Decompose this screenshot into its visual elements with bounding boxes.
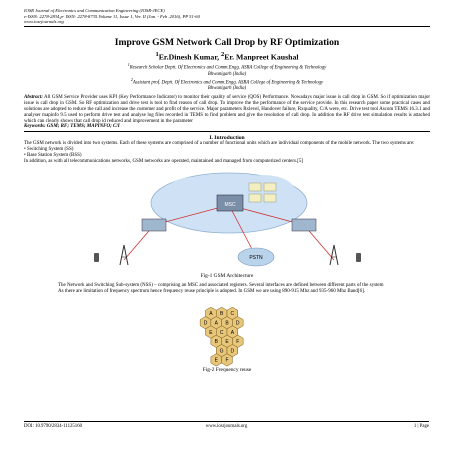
mobile-phone-icon xyxy=(94,253,99,262)
hex-cell-label: C xyxy=(219,329,224,336)
journal-header xyxy=(24,8,430,25)
affiliations xyxy=(24,62,430,92)
hex-cell-label: A xyxy=(209,311,213,318)
hex-cell-label: B xyxy=(214,338,218,345)
bsc-node-right xyxy=(292,219,316,231)
gsm-architecture-diagram xyxy=(24,165,430,273)
footer-site: www.iosrjournals.org xyxy=(205,424,248,429)
register-box xyxy=(249,183,261,191)
hex-cell-label: D xyxy=(230,348,235,355)
aff-2-line-2: Bhwanigarh (India) xyxy=(207,86,247,92)
hex-cell-label: F xyxy=(225,357,229,364)
header-line-3: www.iosrjournals.org xyxy=(24,19,64,25)
cloud-lobe xyxy=(164,177,224,213)
header-line-1: IOSR Journal of Electronics and Communication Engineering (IOSR-JECE) xyxy=(24,8,165,13)
paper-title: Improve GSM Network Call Drop by RF Optimization xyxy=(114,36,340,48)
pstn-label: PSTN xyxy=(249,255,263,261)
register-box xyxy=(264,183,276,191)
abstract-rule xyxy=(24,131,430,132)
intro-paragraph: The GSM network is divided into two systems. Each of these systems are comprised of a number of functional units which are individual components of the mobile network. The two systems are: xyxy=(24,141,415,147)
hex-cell-label: G xyxy=(219,348,224,355)
aff-1-line-1: Research Scholar Deptt. Of Electronics and Comm.Engg. ASRA College of Engineering & Technology xyxy=(129,65,327,71)
keywords-text: GSM; RF; TEMS; MAPINFO; C/I xyxy=(45,124,120,130)
aff-2-sup: 2 xyxy=(130,77,133,83)
figure-2-caption: Fig-2 Frequency reuse xyxy=(202,366,252,373)
frequency-reuse-hex-grid xyxy=(24,297,430,367)
msc-label: MSC xyxy=(224,202,236,208)
page-footer xyxy=(0,421,453,431)
intro-paragraph-2: In addition, as with all telecommunications networks, GSM networks are operated, maintained and managed from computerized centers.[5] xyxy=(24,159,304,165)
aff-1-sup: 1 xyxy=(127,62,130,68)
section-heading-intro: I. Introduction xyxy=(209,135,245,142)
hex-cell-label: E xyxy=(209,329,213,336)
paper-page xyxy=(24,8,430,448)
abstract-label: Abstract: xyxy=(24,94,43,100)
bullet-switching-system: • Switching System (SS) xyxy=(24,147,74,153)
hex-cell-label: F xyxy=(236,338,240,345)
register-box xyxy=(264,194,276,202)
author-2-sup: 2 xyxy=(220,50,225,58)
keywords-label: Keywords: xyxy=(24,124,46,130)
author-2: Er. Manpreet Kaushal xyxy=(224,52,299,62)
aff-2-line-1: Assistant prof. Deptt. Of Electronics and Comm.Engg. ASRA College of Engineering & Technology xyxy=(132,80,324,86)
abstract-text: All GSM Service Provider uses KPI (Key Performance Indicator) to monitor their quality of service (QOS) Performance. Nowadays major issue is call drop in GSM. So if optimization major issue is call drop in GSM. So RF optimization and drive test is tool to find reason of call drop. To improve the the performance of the service provide. In this research paper some practical cases and solutions are adopted to reduce the call and increase the customer and profit of the service. Major parameters Rxlevel, Handover failure, Rxquality, C/A were, etc. Drive test tool Ascom TEMS 16.3.1 and analyser mapinfo 9.5 used to perform drive test and analyse log files recorded in TEMS to find problem and give the resolution of call drop. In addition the RF drive test simulation results is attached which can clearly shows that call drop id reduced and improvement in the parameter xyxy=(24,94,430,124)
hex-cell-label: E xyxy=(214,357,218,364)
bts-tower-left xyxy=(120,245,128,265)
hex-cell-label: D xyxy=(235,320,240,327)
bsc-node-left xyxy=(142,219,166,231)
header-line-2: e-ISSN: 2278-2834,p- ISSN: 2278-8735.Volume 11, Issue 1, Ver. II (Jan. - Feb .2016), PP 51-60 xyxy=(24,13,200,19)
author-line xyxy=(24,51,430,62)
bts-tower-right xyxy=(330,245,338,265)
hex-cell-label: E xyxy=(225,338,229,345)
affiliation-2 xyxy=(24,77,430,86)
nss-paragraph: The Network and Switching Sub-system (NSS) – comprising an MSC and associated registers. Several interfaces are defined between different parts of the system xyxy=(58,283,384,288)
hex-cell-label: A xyxy=(230,329,235,336)
mobile-phone-icon xyxy=(356,253,361,262)
hex-cell-label: B xyxy=(225,320,229,327)
author-1-sup: 1 xyxy=(155,50,159,58)
figure-frequency-reuse xyxy=(24,297,430,367)
bullet-base-station-system: • Base Station System (BSS) xyxy=(24,153,82,159)
figure-1-caption: Fig-1 GSM Architecture xyxy=(200,273,254,279)
abstract xyxy=(24,95,430,130)
frequency-paragraph: As there are limitation of frequency spectrum hence frequency reuse principle is adopted. In GSM we are using 890-915 Mhz and 935-960 Mhz Band[6]. xyxy=(58,288,365,294)
affiliation-1 xyxy=(24,62,430,71)
header-rule xyxy=(24,26,430,27)
hex-cell-label: A xyxy=(214,320,218,327)
author-1: Er.Dinesh Kumar, xyxy=(158,52,221,62)
footer-rule xyxy=(24,421,429,422)
aff-1-line-2: Bhwanigarh (India) xyxy=(207,71,247,77)
figure-gsm-architecture xyxy=(24,165,430,273)
register-box xyxy=(249,194,261,202)
hex-cell-label: B xyxy=(219,311,224,318)
footer-doi: DOI: 10.9790/2834-11125160 xyxy=(24,424,83,429)
footer-page: 1 | Page xyxy=(413,424,429,429)
hex-cell-label: C xyxy=(230,311,235,318)
hex-cell-label: D xyxy=(203,320,208,327)
